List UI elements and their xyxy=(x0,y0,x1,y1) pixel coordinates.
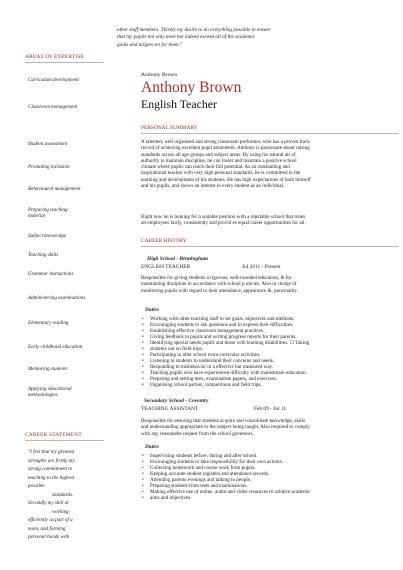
list-item: • students out on field trips. xyxy=(141,346,399,352)
duties-list xyxy=(141,316,399,388)
job-dates: Jul 2011 - Present xyxy=(242,264,281,270)
intro-fragment: other staff members. Thirdly my desire to do everything possible to ensure that my pupils not only meet but indeed exceed all of the academic goals and targets set for them." xyxy=(117,27,271,48)
expertise-item: Teaching skills xyxy=(28,252,59,258)
expertise-item: Administering examinations xyxy=(28,295,86,301)
personal-summary-title: PERSONAL SUMMARY xyxy=(141,125,198,131)
employer-name: High School - Birmingham xyxy=(147,256,208,262)
career-statement-title: CAREER STATEMENT xyxy=(25,432,82,438)
job-role: ENGLISH TEACHER xyxy=(141,264,191,270)
duties-heading: Duties xyxy=(145,444,159,450)
expertise-item: Curriculum development xyxy=(28,77,79,83)
duties-heading: Duties xyxy=(145,307,159,313)
career-statement-text: "I feel that my greatest strengths are firstly my strong commitment to teaching to the highest possible standards. Secondly my skill at working efficiently as part of a team, and forming personal bonds with xyxy=(28,449,75,540)
summary-paragraph: Right now he is looking for a suitable position with a reputable school that treats all employees fairly, consistently and provid es equal career opportunities for all. xyxy=(141,214,306,227)
expertise-item: Student assessment xyxy=(28,141,68,147)
divider xyxy=(141,133,399,134)
list-item: • Responding to misbehavior in a effective but measured way. xyxy=(141,364,399,370)
list-item: • Listening to students to understand their concerns and needs. xyxy=(141,358,399,364)
list-item: • Giving feedback to pupils and writing progress reports for their parents. xyxy=(141,334,399,340)
job-title: English Teacher xyxy=(141,97,217,111)
job-role-line xyxy=(141,264,281,270)
list-item: • Supervising students before, during and after school. xyxy=(141,453,399,459)
expertise-item: Behavioural management xyxy=(28,186,81,192)
expertise-item: Early childhood education xyxy=(28,344,83,350)
list-item: • Teaching pupils who have experienced difficulty with mainstream education. xyxy=(141,370,399,376)
expertise-item: Elementary reading xyxy=(28,320,69,326)
job-dates: Feb 09 - Jul 11 xyxy=(254,406,287,412)
list-item: • Identifying special needs pupils and those with learning disabilities. ☐ Taking xyxy=(141,340,399,346)
career-history-title: CAREER HISTORY xyxy=(141,238,187,244)
list-item: • Participating in after school extra-curricular activities. xyxy=(141,352,399,358)
sidebar xyxy=(0,0,108,570)
job-role: TEACHING ASSISTANT xyxy=(141,406,199,412)
expertise-item: Applying educational methodologies xyxy=(28,386,72,399)
expertise-item: Subject knowledge xyxy=(28,233,67,239)
expertise-item: Grammar instructions xyxy=(28,271,74,277)
small-name: Anthony Brown xyxy=(141,72,178,78)
list-item: • Establishing effective classroom management practices. xyxy=(141,328,399,334)
summary-paragraph: A talented, well organised and strong classroom performer, who has a proven track record of achieving excellent pupil attainment. Anthony is passionate about raising standards across all age groups and subject areas. By using his natural air of authority to maintain discipline, he can foster and maintain a positive school climate where pupils can reach their full potential. As an outstanding and inspirational teacher with very high personal standards, he is committed to the learning and development of his students. He has high expectations of both himself and his pupils, and shows an interest in every student as an individual. xyxy=(141,139,311,190)
expertise-item: Preparing teaching material xyxy=(28,207,68,220)
list-item: • Organising school parties, competitions and field trips. xyxy=(141,382,399,388)
list-item: • Preparing students from tests and examinations. xyxy=(141,483,399,489)
divider xyxy=(141,246,399,247)
list-item: • Attending parents evenings and talking to people. xyxy=(141,477,399,483)
expertise-item: Mentoring students xyxy=(28,366,68,372)
list-item: • Preparing and setting tests, examination papers, and exercises. xyxy=(141,376,399,382)
list-item: • Making effective use of online, audio and video resources to achieve academic xyxy=(141,489,399,495)
list-item: • Encouraging students to take responsibility for their own actions. xyxy=(141,459,399,465)
list-item: • Working with other teaching staff to set goals, objectives and methods. xyxy=(141,316,399,322)
job-role-line xyxy=(141,406,287,412)
main-content xyxy=(113,0,403,570)
duties-list xyxy=(141,453,399,501)
list-item: • Collecting homework and course work from pupils. xyxy=(141,465,399,471)
expertise-item: Promoting inclusion xyxy=(28,164,70,170)
divider xyxy=(25,440,104,441)
list-item: • aims and objectives. xyxy=(141,495,399,501)
candidate-name: Anthony Brown xyxy=(141,79,242,96)
employer-name: Secondary School - Coventry xyxy=(144,398,209,404)
divider xyxy=(25,62,104,63)
expertise-item: Classroom management xyxy=(28,104,78,110)
list-item: • Encouraging students to ask questions and to express their difficulties. xyxy=(141,322,399,328)
list-item: • Keeping accurate student registers and attendance records. xyxy=(141,471,399,477)
job-description: Responsible for ensuring that students acquire and consolidate knowledge, skills and understanding appropriate to the subject being taught. Also required to comply with any reasonable request from the school governors. xyxy=(141,418,310,437)
expertise-title: AREAS OF EXPERTISE xyxy=(25,54,84,60)
job-description: Responsible for giving students a rigorous, well-rounded education, & for maintaining discipline in accordance with school p olicies. Also in charge of monitoring pupils with regard to their attendance, appearance &, punctuality. xyxy=(141,275,298,294)
